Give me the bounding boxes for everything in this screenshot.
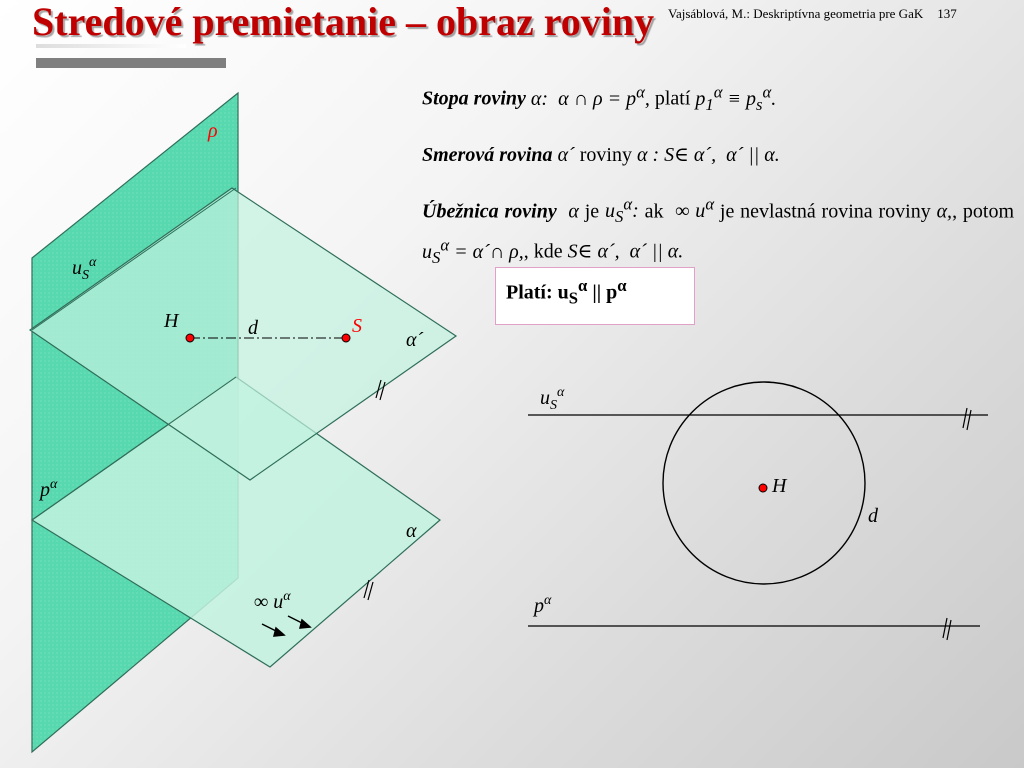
label-p-right: $p^\alpha$ [534, 593, 552, 617]
word-kde: , kde [523, 240, 563, 263]
label-H-left: H [164, 310, 179, 332]
word-roviny-2: roviny [878, 200, 931, 223]
word-ak: ak [644, 200, 664, 223]
label-d-left: d [248, 317, 258, 339]
point-H-left [186, 334, 194, 342]
label-H-right: H [772, 475, 787, 497]
point-H-right [759, 484, 767, 492]
term-ubeznica: Úbežnica roviny [422, 200, 557, 223]
word-nevlastna: je nevlastná rovina [719, 200, 873, 223]
definition-ubeznica: Úbežnica roviny α je $u_S^\alpha$: ak ∞ $u^\alpha$ je nevlastná rovina roviny α,, potom $u_S^\alpha$ = α´∩ ρ,, kde S∈ α´, α´ || α. [422, 194, 1015, 267]
box-plati: Platí: [506, 281, 553, 304]
parallel-mark-p-right [943, 618, 951, 640]
source-text: Vajsáblová, M.: Deskriptívna geometria pre GaK [668, 6, 924, 21]
label-alpha: α [406, 520, 417, 542]
term-stopa: Stopa roviny [422, 87, 526, 110]
point-S-left [342, 334, 350, 342]
word-je: je [584, 200, 600, 223]
label-p-left: $p^\alpha$ [40, 477, 58, 501]
label-d-right: d [868, 505, 878, 527]
definition-smerova: Smerová rovina α´ roviny α : S∈ α´, α´ || α. [422, 143, 780, 166]
word-potom: , potom [952, 200, 1015, 223]
property-box: Platí: $u_S^\alpha$ || $p^\alpha$ [495, 267, 695, 325]
page-title: Stredové premietanie – obraz roviny [32, 0, 655, 44]
label-us-right: $u_S^\alpha$ [540, 385, 565, 413]
word-plati: platí [654, 87, 691, 110]
label-us-left: $u_S^\alpha$ [72, 255, 97, 283]
word-roviny: roviny [579, 143, 632, 166]
label-rho: ρ [208, 120, 218, 142]
label-S-left: S [352, 315, 362, 337]
page-number: 137 [937, 6, 957, 21]
parallel-mark-us-right [963, 408, 971, 430]
label-alpha-prime: α´ [406, 329, 424, 351]
definition-stopa: Stopa roviny α: α ∩ $\rho = p^\alpha$, platí $p_1^\alpha \equiv p_s^\alpha$. [422, 82, 777, 114]
term-smerova: Smerová rovina [422, 143, 553, 166]
circle-d [663, 382, 865, 584]
label-u-infinity: ∞ $u^\alpha$ [254, 589, 291, 613]
